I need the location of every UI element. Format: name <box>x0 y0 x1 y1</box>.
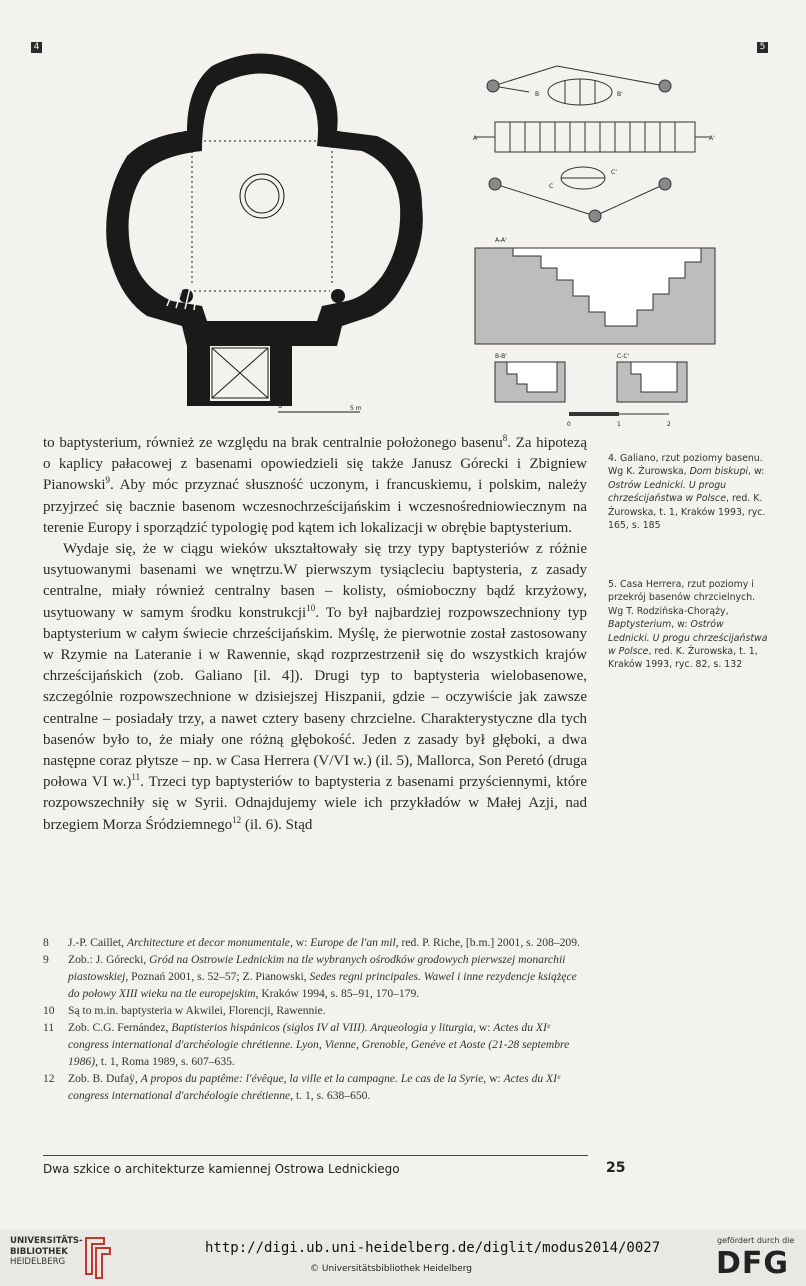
figure-5-number: 5 <box>757 42 768 53</box>
scale-tick-0: 0 <box>567 421 571 426</box>
paragraph-1: to baptysterium, również ze względu na brak centralnie położonego basenu$^8$. Za hipotezą o kaplicy pałacowej z basenami opowiedzieli się także Janusz Górecki i Zbigniew Pianowski$^9$. Aby móc przyznać słuszność uczonym, i francuskiemu, i polskim, należy przyjrzeć się bacznie basenom wczesnochrześcijańskim i wczesnośredniowiecznym na terenie Europy i sporządzić typologię pod kątem ich lokalizacji w obrębie baptysterium. <box>43 433 587 536</box>
footnotes <box>43 934 587 1104</box>
page-number: 25 <box>606 1160 626 1176</box>
paragraph-2: Wydaje się, że w ciągu wieków ukształtowały się trzy typy baptysteriów z różnie usytuowanymi basenami we wnętrzu.W pierwszym tysiącleciu baptysteria, z zasady centralne, miały również centralny basen – kolisty, ośmioboczny bądź krzyżowy, usytuowany w samym środku konstrukcji$^{10}$. To był najbardziej rozpowszechniony typ baptysterium w całym świecie chrześcijańskim. Myślę, że pierwotnie został zastosowany w Rzymie na Lateranie i w Rawennie, skąd rozprzestrzenił się do wszystkich krajów chrześcijańskich (zob. Galiano [il. 4]). Drugi typ to baptysteria wielobasenowe, szczególnie rozpowszechnione w dzisiejszej Hiszpanii, gdzie – oczywiście jak zawsze centralne – posiadały trzy, a nawet cztery baseny chrzcielne. Charakterystyczne dla tych basenów było to, że miały one różną głębokość. Jeden z zasady był głęboki, a dwa następne coraz płytsze – np. w Casa Herrera (V/VI w.) (il. 5), Mallorca, Son Peretó (druga połowa VI w.)$^{11}$. Trzeci typ baptysteriów to baptysteria z basenami przyściennymi, które rozpowszechniły się w Syrii. Odnajdujemy wiele ich przykładów w Małej Azji, nad brzegiem Morza Śródziemnego$^{12}$ (il. 6). Stąd <box>43 541 587 833</box>
label-b: B <box>535 91 540 98</box>
university-library-logo: UNIVERSITÄTS- BIBLIOTHEK HEIDELBERG <box>10 1236 83 1267</box>
dfg-logo: DFG <box>716 1246 790 1281</box>
copyright-notice: © Universitätsbibliothek Heidelberg <box>310 1264 473 1274</box>
footnote: 8 J.-P. Caillet, Architecture et decor monumentale, w: Europe de l'an mil, red. P. Riche, [b.m.] 2001, s. 208–209. <box>43 936 580 949</box>
library-logo-icon <box>82 1234 114 1280</box>
scale-tick-1: 1 <box>617 421 621 426</box>
scale-tick-2: 2 <box>667 421 671 426</box>
label-section-bb: B-B' <box>495 353 507 360</box>
footer-rule <box>43 1155 588 1156</box>
caption-figure-4: 4. Galiano, rzut poziomy basenu. Wg K. Żurowska, Dom biskupi, w: Ostrów Lednicki. U progu chrześcijaństwa w Polsce, red. K. Żurowska, t. 1, Kraków 1993, ryc. 165, s. 185 <box>608 453 766 532</box>
footnote: 12 Zob. B. Dufaÿ, A propos du paptême: l'évêque, la ville et la campagne. Le cas de la Syrie, w: Actes du XIᵉ congress international d'archéologie chrétienne, t. 1, s. 638–650. <box>43 1072 561 1102</box>
scale-start-label: 0 <box>278 402 283 410</box>
scale-end-label: 5 m <box>350 405 362 412</box>
body-text <box>43 433 587 836</box>
funding-note: gefördert durch die <box>717 1236 795 1245</box>
caption-figure-5: 5. Casa Herrera, rzut poziomy i przekrój basenów chrzcielnych. Wg T. Rodzińska-Chorąży, Baptysterium, w: Ostrów Lednicki. U progu chrześcijaństwa w Polsce, red. K. Żurowska, t. 1, Kraków 1993, ryc. 82, s. 132 <box>608 579 768 671</box>
figure-4-number: 4 <box>31 42 42 53</box>
footnote: 9 Zob.: J. Górecki, Gród na Ostrowie Lednickim na tle wybranych ośrodków grodowych pierwszej monarchii piastowskiej, Poznań 2001, s. 52–57; Z. Pianowski, Sedes regni principales. Wawel i inne rezydencje książęce do połowy XIII wieku na tle europejskim, Kraków 1994, s. 85–91, 170–179. <box>43 953 577 1000</box>
viewer-bottom-bar <box>0 1229 806 1286</box>
figure-4-floor-plan <box>92 46 432 426</box>
label-section-cc: C-C' <box>617 353 630 360</box>
label-section-aa: A-A' <box>495 237 507 244</box>
label-a: A <box>473 135 478 142</box>
permalink-url[interactable]: http://digi.ub.uni-heidelberg.de/diglit/modus2014/0027 <box>205 1240 661 1256</box>
running-title: Dwa szkice o architekturze kamiennej Ostrowa Lednickiego <box>43 1162 400 1176</box>
label-c: C <box>549 183 554 190</box>
label-a-prime: A' <box>709 135 715 142</box>
figure-5-plan-and-sections <box>465 56 725 426</box>
footnote: 11 Zob. C.G. Fernández, Baptisterios hispánicos (siglos IV al VIII). Arqueologia y liturgia, w: Actes du XIᵉ congress international d'archéologie chrétienne. Lyon, Vienne, Grenoble, Genéve et Aoste (21-28 septembre 1986), t. 1, Roma 1989, s. 607–635. <box>43 1021 570 1068</box>
footnote: 10 Są to m.in. baptysteria w Akwilei, Florencji, Rawennie. <box>43 1004 326 1017</box>
label-b-prime: B' <box>617 91 623 98</box>
label-c-prime: C' <box>611 169 617 176</box>
